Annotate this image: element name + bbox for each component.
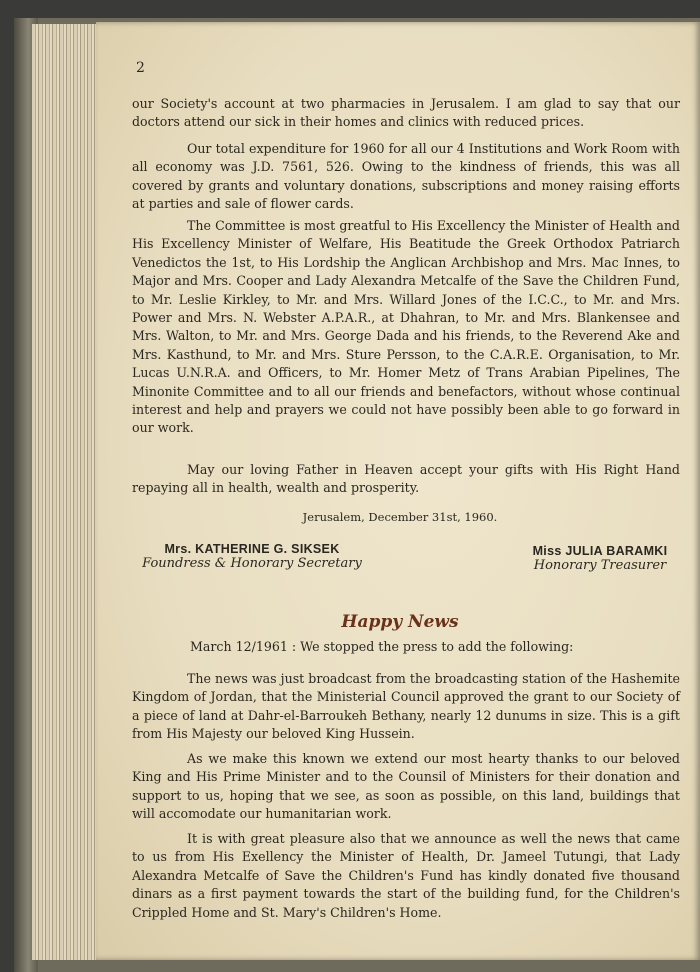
signature-left <box>132 542 372 571</box>
news-paragraph-1: The news was just broadcast from the broadcasting station of the Hashemite Kingdom of Jordan, that the Ministerial Council approved the grant to our Society of a piece of land at Dahr-el-Barroukeh Bethany, nearly 12 dunums in size. This is a gift from His Majesty our beloved King Hussein. <box>132 671 680 742</box>
paragraph-2: Our total expenditure for 1960 for all our 4 Institutions and Work Room with all economy was J.D. 7561, 526. Owing to the kindness of friends, this was all covered by grants and voluntary donations, subscriptions and money raising efforts at parties and sale of flower cards. <box>132 141 680 212</box>
signature-right-name: Miss JULIA BARAMKI <box>532 544 668 558</box>
signature-right-title: Honorary Treasurer <box>533 558 667 573</box>
paragraph-1: our Society's account at two pharmacies in Jerusalem. I am glad to say that our doctors attend our sick in their homes and clinics with reduced prices. <box>132 96 680 130</box>
paragraph-3: The Committee is most greatful to His Excellency the Minister of Health and His Excellency Minister of Welfare, His Beatitude the Greek Orthodox Patriarch Venedictos the 1st, to His Lordship the Anglican Archbishop and Mrs. Mac Innes, to Major and Mrs. Cooper and Lady Alexandra Metcalfe of the Save the Children Fund, to Mr. Leslie Kirkley, to Mr. and Mrs. Willard Jones of the I.C.C., to Mr. and Mrs. Power and Mrs. N. Webster A.P.A.R., at Dhahran, to Mr. and Mrs. Blankensee and Mrs. Walton, to Mr. and Mrs. George Dada and his friends, to the Reverend Ake and Mrs. Kasthund, to Mr. and Mrs. Sture Persson, to the C.A.R.E. Organisation, to Mr. Lucas U.N.R.A. and Officers, to Mr. Homer Metz of Trans Arabian Pipelines, The Minonite Committee and to all our friends and benefactors, without whose continual interest and help and prayers we could not have possibly been able to go forward in our work. <box>132 218 680 436</box>
signature-left-title: Foundress & Honorary Secretary <box>142 556 362 571</box>
page-edges <box>32 24 102 960</box>
news-paragraph-3: It is with great pleasure also that we announce as well the news that came to us from His Exellency the Minister of Health, Dr. Jameel Tutungi, that Lady Alexandra Metcalfe of Save the Children's Fund has kindly donated five thousand dinars as a first payment towards the start of the building fund, for the Children's Crippled Home and St. Mary's Children's Home. <box>132 831 680 920</box>
signature-left-name: Mrs. KATHERINE G. SIKSEK <box>164 542 340 556</box>
news-heading: Happy News <box>341 612 459 632</box>
news-intro: March 12/1961 : We stopped the press to add the following: <box>190 639 574 654</box>
dateline: Jerusalem, December 31st, 1960. <box>302 510 498 524</box>
news-paragraph-2: As we make this known we extend our most hearty thanks to our beloved King and His Prime Minister and to the Counsil of Ministers for their donation and support to us, hoping that we see, as soon as possible, on this land, buildings that will accomodate our humanitarian work. <box>132 751 680 822</box>
paragraph-4: May our loving Father in Heaven accept your gifts with His Right Hand repaying all in health, wealth and prosperity. <box>132 462 680 496</box>
page-number: 2 <box>136 60 145 76</box>
signature-right <box>520 544 680 573</box>
